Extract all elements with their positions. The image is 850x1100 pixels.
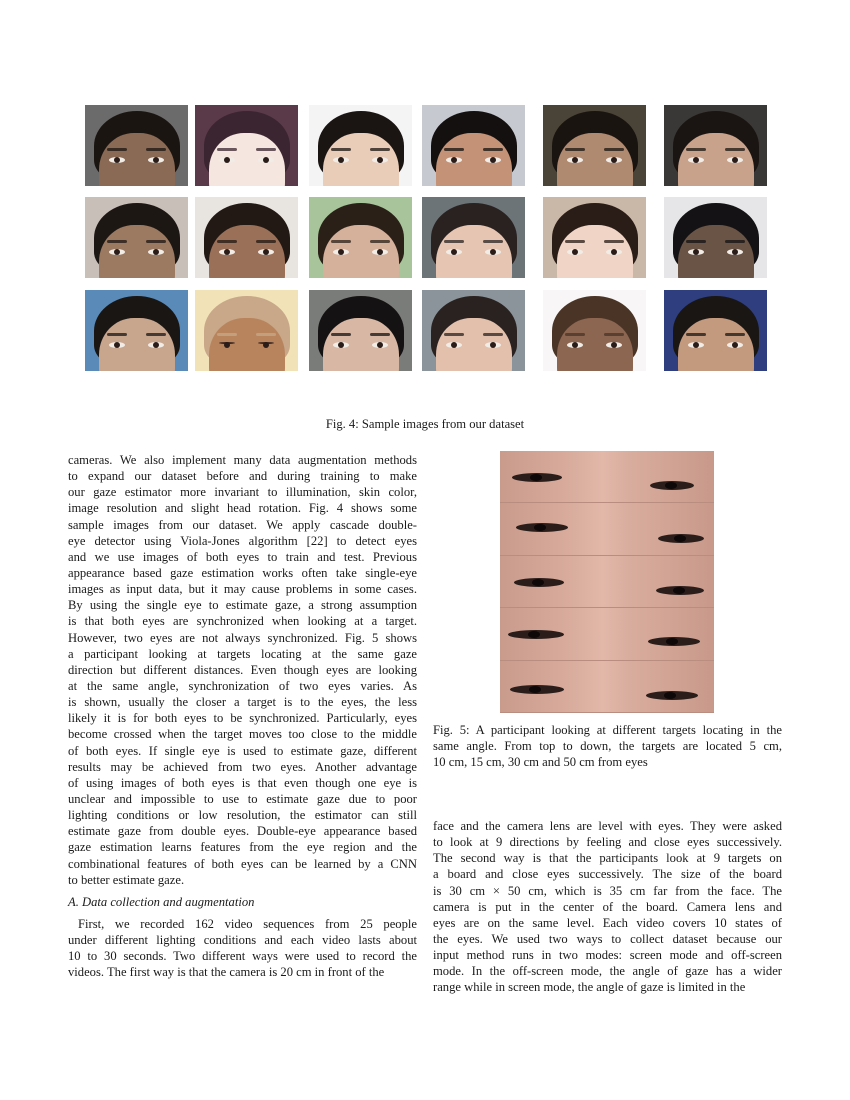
- eyebrow-shape: [256, 333, 276, 336]
- eyebrow-shape: [107, 333, 127, 336]
- sample-face-image: [309, 197, 412, 278]
- text-line: appearance based gaze estimation works often take single-eye: [68, 565, 417, 580]
- eyebrow-shape: [686, 148, 706, 151]
- eyebrow-shape: [483, 148, 503, 151]
- text-line: to better estimate gaze.: [68, 872, 185, 887]
- text-line: the eyes. We used two ways to collect dataset because our: [433, 931, 782, 946]
- sample-face-image: [543, 197, 646, 278]
- sample-face-image: [664, 197, 767, 278]
- eye-icon: [567, 157, 583, 163]
- text-line: range while in screen mode, the angle of gaze is limited in the: [433, 980, 746, 995]
- eye-icon: [727, 342, 743, 348]
- text-line: eye detector using Viola-Jones algorithm [22] to detect eyes: [68, 533, 417, 548]
- eyebrow-shape: [256, 240, 276, 243]
- eye-icon: [485, 157, 501, 163]
- eyebrow-shape: [604, 240, 624, 243]
- sample-face-image: [422, 290, 525, 371]
- eyebrow-shape: [483, 333, 503, 336]
- eye-icon: [508, 630, 564, 639]
- text-line: estimate gaze from double eyes. Double-eye appearance based: [68, 824, 417, 839]
- sample-face-image: [664, 105, 767, 186]
- eyebrow-shape: [107, 148, 127, 151]
- eyebrow-shape: [256, 148, 276, 151]
- eye-icon: [372, 157, 388, 163]
- text-line: become crossed when the target moves too close to the middle: [68, 727, 417, 742]
- text-line: direction but different distances. Even though eyes are looking: [68, 662, 417, 677]
- eye-icon: [219, 249, 235, 255]
- eyebrow-shape: [370, 240, 390, 243]
- text-line: eyes are on the same level. Each video covers 10 states of: [433, 915, 782, 930]
- eye-icon: [688, 342, 704, 348]
- eye-icon: [446, 157, 462, 163]
- eyebrow-shape: [725, 240, 745, 243]
- sample-face-image: [85, 197, 188, 278]
- eye-icon: [485, 342, 501, 348]
- sample-face-image: [195, 290, 298, 371]
- eye-icon: [258, 157, 274, 163]
- eye-icon: [646, 691, 698, 700]
- text-line: our gaze estimator more invariant to illumination, skin color,: [68, 485, 417, 500]
- text-line: face and the camera lens are level with eyes. They were asked: [433, 819, 782, 833]
- text-line: videos. The first way is that the camera is 20 cm in front of the: [68, 965, 385, 980]
- eye-icon: [606, 342, 622, 348]
- eyebrow-shape: [146, 333, 166, 336]
- eyebrow-shape: [217, 148, 237, 151]
- text-line: sample images from our dataset. We apply cascade double-: [68, 517, 417, 532]
- text-line: image resolution and slight head rotation. Fig. 4 shows some: [68, 501, 417, 516]
- sample-face-image: [309, 105, 412, 186]
- eyebrow-shape: [444, 148, 464, 151]
- sample-face-image: [85, 105, 188, 186]
- eye-icon: [219, 157, 235, 163]
- sample-face-image: [85, 290, 188, 371]
- text-line: camera is put in the center of the board. Camera lens and: [433, 899, 782, 914]
- eyebrow-shape: [146, 148, 166, 151]
- eyebrow-shape: [686, 240, 706, 243]
- eye-icon: [567, 342, 583, 348]
- eyebrow-shape: [565, 240, 585, 243]
- sample-face-image: [195, 105, 298, 186]
- eye-strip-10cm: [500, 503, 714, 555]
- eye-icon: [656, 586, 704, 595]
- eye-icon: [688, 157, 704, 163]
- caption-line: 10 cm, 15 cm, 30 cm and 50 cm from eyes: [433, 755, 648, 770]
- sample-face-image: [543, 290, 646, 371]
- paragraph-dataset-augmentation: [68, 452, 417, 888]
- caption-line: Fig. 5: A participant looking at different targets locating in the: [433, 723, 782, 737]
- eye-icon: [650, 481, 694, 490]
- eye-icon: [606, 157, 622, 163]
- eyebrow-shape: [725, 333, 745, 336]
- text-line: is 30 cm × 50 cm, which is 35 cm far from the face. The: [433, 883, 782, 898]
- eyebrow-shape: [686, 333, 706, 336]
- eyebrow-shape: [370, 333, 390, 336]
- eyebrow-shape: [725, 148, 745, 151]
- sample-face-image: [309, 290, 412, 371]
- eye-icon: [258, 249, 274, 255]
- eye-icon: [446, 342, 462, 348]
- sample-face-image: [195, 197, 298, 278]
- eyebrow-shape: [604, 333, 624, 336]
- paragraph-recording-setup: [433, 818, 782, 996]
- figure-4-caption: Fig. 4: Sample images from our dataset: [325, 417, 525, 431]
- text-line: mode. In the off-screen mode, the angle of gaze has a wider: [433, 964, 782, 979]
- text-line: combinational features of both eyes can be learned by a CNN: [68, 856, 417, 871]
- eye-icon: [219, 342, 235, 344]
- sample-face-image: [422, 197, 525, 278]
- text-line: 10 to 30 seconds. Two different ways were used to record the: [68, 949, 417, 964]
- text-line: First, we recorded 162 video sequences from 25 people: [78, 916, 417, 931]
- eye-icon: [148, 249, 164, 255]
- eye-strip-5cm: [500, 451, 714, 503]
- eye-strip-50cm: [500, 661, 714, 713]
- eyebrow-shape: [444, 240, 464, 243]
- text-line: a board and close eyes successively. The size of the board: [433, 867, 782, 882]
- eyebrow-shape: [217, 240, 237, 243]
- left-column: [68, 452, 417, 981]
- text-line: at the same angle, synchronization of two eyes varies. As: [68, 678, 417, 693]
- eye-icon: [648, 637, 700, 646]
- eye-icon: [148, 157, 164, 163]
- eyebrow-shape: [565, 148, 585, 151]
- eye-icon: [372, 249, 388, 255]
- text-line: However, two eyes are not always synchronized. Fig. 5 shows: [68, 630, 417, 645]
- eye-icon: [567, 249, 583, 255]
- figure-5-eye-strips: [500, 451, 714, 713]
- eye-icon: [512, 473, 562, 482]
- eye-icon: [658, 534, 704, 543]
- text-line: is that both eyes are synchronized when looking at a target.: [68, 614, 417, 629]
- right-column: [433, 818, 782, 996]
- text-line: gaze estimation learns features from the eye region and the: [68, 840, 417, 855]
- text-line: By using the single eye to estimate gaze, a strong assumption: [68, 598, 417, 613]
- text-line: unclear and impossible to use to estimate gaze due to poor: [68, 791, 417, 806]
- text-line: is shown, usually the closer a target is to the eyes, the less: [68, 695, 417, 710]
- text-line: lighting conditions or low resolution, the estimator can still: [68, 808, 417, 823]
- text-line: of using images of both eyes is that even though one eye is: [68, 775, 417, 790]
- eyebrow-shape: [331, 333, 351, 336]
- caption-line: same angle. From top to down, the targets are located 5 cm,: [433, 739, 782, 754]
- text-line: to expand our dataset before and during training to make: [68, 469, 417, 484]
- text-line: and we use images of both eyes to train and test. Previous: [68, 549, 417, 564]
- eye-icon: [514, 578, 564, 587]
- eyebrow-shape: [604, 148, 624, 151]
- text-line: cameras. We also implement many data augmentation methods: [68, 453, 417, 467]
- text-line: results may be achieved from two eyes. Another advantage: [68, 759, 417, 774]
- text-line: input method runs in two modes: screen mode and off-screen: [433, 948, 782, 963]
- eye-icon: [606, 249, 622, 255]
- eye-icon: [333, 342, 349, 348]
- eye-icon: [516, 523, 568, 532]
- eye-icon: [258, 342, 274, 344]
- eye-icon: [446, 249, 462, 255]
- eye-icon: [333, 249, 349, 255]
- eye-icon: [109, 249, 125, 255]
- text-line: under different lighting conditions and each video lasts about: [68, 933, 417, 948]
- eyebrow-shape: [146, 240, 166, 243]
- text-line: to look at 9 directions by feeling and close eyes successively.: [433, 835, 782, 850]
- eyebrow-shape: [331, 148, 351, 151]
- eyebrow-shape: [331, 240, 351, 243]
- eye-icon: [148, 342, 164, 348]
- text-line: of both eyes. If single eye is used to estimate gaze, different: [68, 743, 417, 758]
- eyebrow-shape: [107, 240, 127, 243]
- text-line: The second way is that the participants look at 9 targets on: [433, 851, 782, 866]
- figure-5-caption: [433, 722, 782, 770]
- text-line: images as input data, but it may cause problems in some cases.: [68, 582, 417, 597]
- eyebrow-shape: [565, 333, 585, 336]
- eyebrow-shape: [444, 333, 464, 336]
- eye-strip-15cm: [500, 556, 714, 608]
- text-line: likely it is for both eyes to be synchronized. Particularly, eyes: [68, 711, 417, 726]
- section-heading: A. Data collection and augmentation: [68, 894, 255, 909]
- eye-strip-30cm: [500, 608, 714, 660]
- eye-icon: [109, 157, 125, 163]
- eye-icon: [333, 157, 349, 163]
- sample-face-image: [664, 290, 767, 371]
- sample-face-image: [422, 105, 525, 186]
- eyebrow-shape: [217, 333, 237, 336]
- eyebrow-shape: [483, 240, 503, 243]
- eye-icon: [109, 342, 125, 348]
- eye-icon: [688, 249, 704, 255]
- paragraph-data-collection: [68, 916, 417, 981]
- eye-icon: [510, 685, 564, 694]
- eyebrow-shape: [370, 148, 390, 151]
- eye-icon: [372, 342, 388, 348]
- eye-icon: [727, 157, 743, 163]
- sample-face-image: [543, 105, 646, 186]
- text-line: a participant looking at targets locating at the same gaze: [68, 646, 417, 661]
- eye-icon: [485, 249, 501, 255]
- eye-icon: [727, 249, 743, 255]
